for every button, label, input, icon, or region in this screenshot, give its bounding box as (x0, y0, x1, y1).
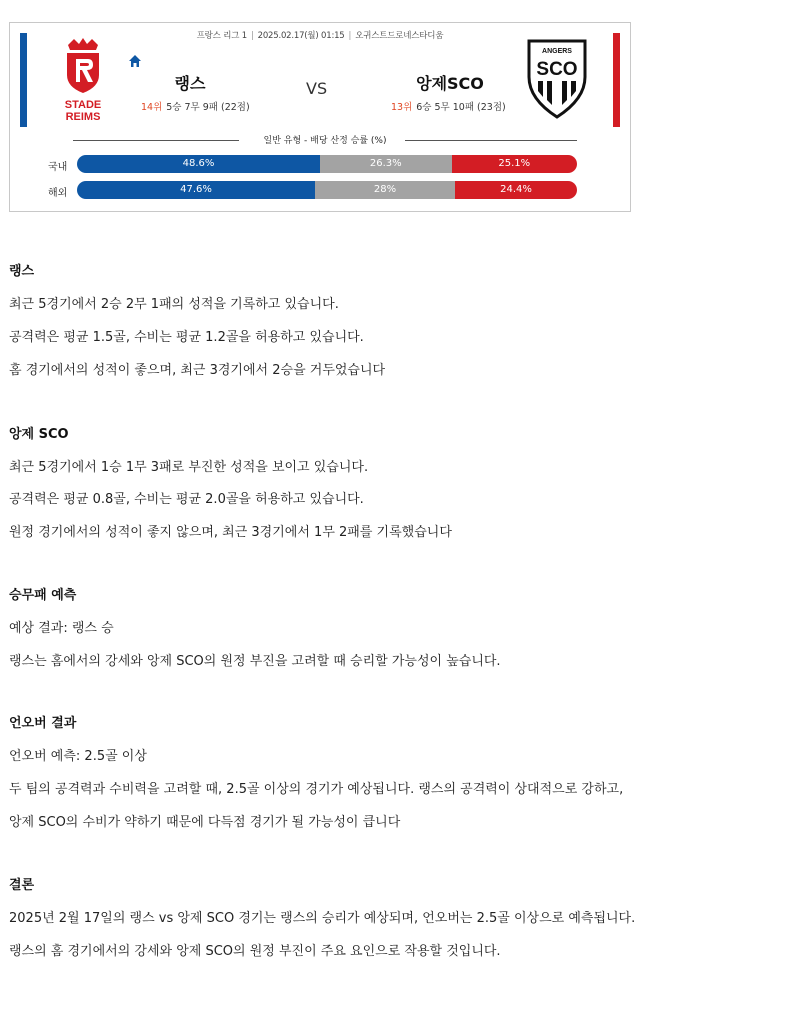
home-logo-line1: STADE (64, 99, 102, 111)
prediction-section-title: 승무패 예측 (9, 588, 77, 603)
away-color-bar (613, 33, 620, 127)
overunder-line: 앙제 SCO의 수비가 약하기 때문에 다득점 경기가 될 가능성이 큽니다 (9, 815, 401, 830)
away-line: 원정 경기에서의 성적이 좋지 않으며, 최근 3경기에서 1무 2패를 기록했습니다 (9, 525, 452, 540)
overunder-line: 언오버 예측: 2.5골 이상 (9, 749, 147, 764)
home-line: 공격력은 평균 1.5골, 수비는 평균 1.2골을 허용하고 있습니다. (9, 330, 364, 345)
away-team-rank: 13위 (391, 102, 413, 113)
away-team-record (391, 99, 506, 113)
prediction-line: 예상 결과: 랭스 승 (9, 621, 114, 636)
home-logo-line2: REIMS (65, 111, 101, 123)
home-line: 홈 경기에서의 성적이 좋으며, 최근 3경기에서 2승을 거두었습니다 (9, 363, 386, 378)
conclusion-line: 랭스의 홈 경기에서의 강세와 앙제 SCO의 원정 부진이 주요 요인으로 작용할 것입니다. (9, 944, 501, 959)
odds-row-label: 해외 (48, 188, 68, 199)
home-team-stats: 5승 7무 9패 (22점) (166, 102, 250, 113)
home-icon (128, 53, 142, 67)
odds-row-domestic (10, 155, 632, 173)
home-win-segment: 48.6% (77, 155, 320, 173)
angers-sco-logo (525, 37, 589, 119)
away-win-segment: 24.4% (455, 181, 577, 199)
league-name: 프랑스 리그 1 (196, 31, 247, 41)
away-win-segment: 25.1% (452, 155, 578, 173)
home-win-segment: 47.6% (77, 181, 315, 199)
divider-right (405, 140, 577, 141)
match-info: 프랑스 리그 1 | 2025.02.17(월) 01:15 | 오귀스트드로네스타디움 (196, 31, 444, 41)
draw-segment: 28% (315, 181, 455, 199)
home-color-bar (20, 33, 27, 127)
away-team-name: 앙제SCO (416, 74, 484, 93)
home-team-record (141, 99, 250, 113)
odds-bar (77, 155, 577, 173)
draw-segment: 26.3% (320, 155, 452, 173)
match-card (9, 22, 631, 212)
home-section-title: 랭스 (9, 264, 35, 279)
home-team-name: 랭스 (174, 74, 206, 93)
away-line: 최근 5경기에서 1승 1무 3패로 부진한 성적을 보이고 있습니다. (9, 460, 369, 475)
prediction-line: 랭스는 홈에서의 강세와 앙제 SCO의 원정 부진을 고려할 때 승리할 가능성이 높습니다. (9, 654, 501, 669)
odds-bar (77, 181, 577, 199)
conclusion-line: 2025년 2월 17일의 랭스 vs 앙제 SCO 경기는 랭스의 승리가 예상되며, 언오버는 2.5골 이상으로 예측됩니다. (9, 911, 636, 926)
home-line: 최근 5경기에서 2승 2무 1패의 성적을 기록하고 있습니다. (9, 297, 339, 312)
overunder-line: 두 팀의 공격력과 수비력을 고려할 때, 2.5골 이상의 경기가 예상됩니다. 랭스의 공격력이 상대적으로 강하고, (9, 782, 624, 797)
odds-row-overseas (10, 181, 632, 199)
overunder-section-title: 언오버 결과 (9, 716, 77, 731)
away-line: 공격력은 평균 0.8골, 수비는 평균 2.0골을 허용하고 있습니다. (9, 492, 364, 507)
vs-label: VS (306, 79, 328, 98)
away-logo-top: ANGERS (542, 48, 572, 55)
odds-title: 일반 유형 - 배당 산정 승률 (%) (263, 136, 387, 146)
odds-row-label: 국내 (48, 162, 68, 173)
stade-reims-logo (50, 37, 116, 123)
venue-name: 오귀스트드로네스타디움 (355, 31, 444, 41)
away-logo-main: SCO (536, 59, 578, 80)
match-datetime: 2025.02.17(월) 01:15 (257, 31, 345, 41)
away-team-stats: 6승 5무 10패 (23점) (416, 102, 506, 113)
away-section-title: 앙제 SCO (9, 427, 69, 442)
home-team-rank: 14위 (141, 102, 163, 113)
conclusion-section-title: 결론 (9, 878, 35, 893)
odds-title-row (73, 133, 577, 147)
